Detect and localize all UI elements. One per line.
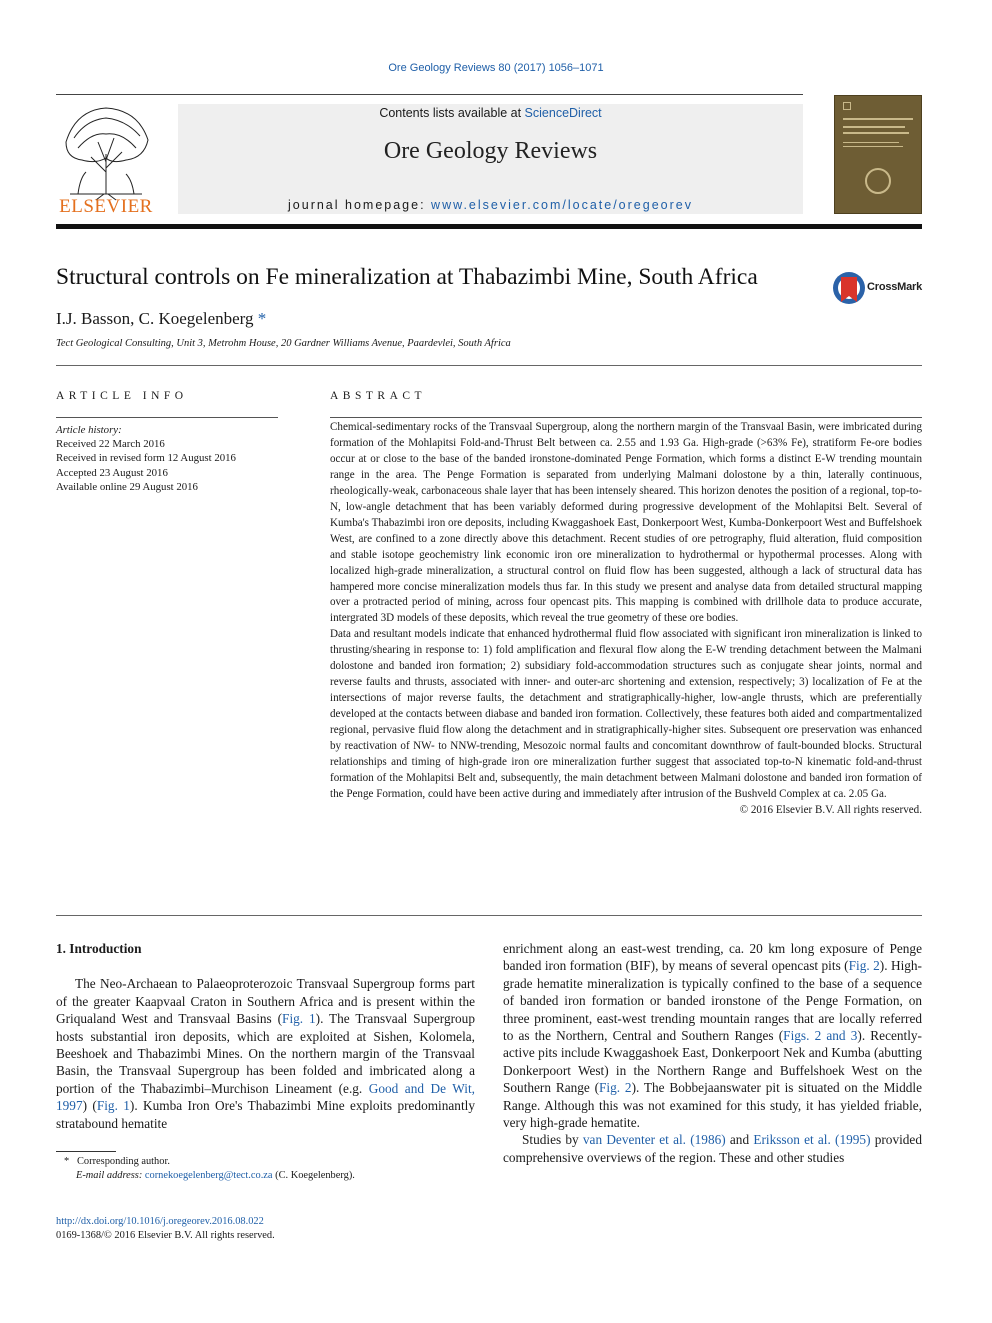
history-title: Article history:: [56, 424, 122, 436]
figs-2-3-link[interactable]: Figs. 2 and 3: [783, 1028, 858, 1044]
cover-title-line: [843, 146, 903, 147]
elsevier-wordmark: ELSEVIER: [59, 196, 153, 217]
abstract-heading: ABSTRACT: [330, 390, 427, 402]
doi-block: [56, 1215, 275, 1243]
article-title: Structural controls on Fe mineralization at Thabazimbi Mine, South Africa: [56, 264, 758, 290]
footnote-rule: [56, 1151, 116, 1152]
fig-2-link[interactable]: Fig. 2: [848, 958, 880, 974]
homepage-line: journal homepage: www.elsevier.com/locate/oregeorev: [288, 198, 693, 212]
corresponding-author-mark[interactable]: *: [257, 309, 267, 328]
good-de-wit-citation-link[interactable]: Good and De Wit, 1997: [56, 1080, 475, 1114]
date-received: Received 22 March 2016: [56, 438, 165, 451]
article-info-rule: [56, 417, 278, 418]
cover-title-line: [843, 118, 913, 120]
body-column-right: [503, 940, 922, 1166]
intro-paragraph-1: The Neo-Archaean to Palaeoproterozoic Transvaal Supergroup forms part of the greater Kaapvaal Craton in Southern Africa and is present within the Griqualand West and Transvaal Basins (Fig. 1). The Transvaal Supergroup hosts substantial iron deposits, which are exploited at Sishen, Kolomela, Beeshoek and Thabazimbi Mines. On the northern margin of the Transvaal Basin, the Transvaal Supergroup has been folded and imbricated along a portion of the Thabazimbi–Murchison Lineament (e.g. Good and De Wit, 1997) (Fig. 1). Kumba Iron Ore's Thabazimbi Mine exploits predominantly stratabound hematite: [56, 976, 475, 1131]
sciencedirect-link[interactable]: ScienceDirect: [524, 106, 602, 120]
article-info-heading: ARTICLE INFO: [56, 390, 188, 402]
intro-paragraph-1-continued: enrichment along an east-west trending, ca. 20 km long exposure of Penge banded iron formation (BIF), by means of several opencast pits (Fig. 2). High-grade hematite mineralization is typically confined to the base of a sequence of banded iron formation or banded ironstone of the Penge Formation, on three prominent, east-west trending mountain ranges that are locally referred to as the Northern, Central and Southern Ranges (Figs. 2 and 3). Recently-active pits include Kwaggashoek East, Donkerpoort Nek and Kumba (abutting Donkerpoort West) in the Northern Range and Buffelshoek West on the Southern Range (Fig. 2). The Bobbejaanswater pit is situated on the Middle Range. Although this was not examined for this study, it has yielded friable, very high-grade hematite.: [503, 941, 922, 1131]
footnote-corresponding: * Corresponding author.: [64, 1156, 170, 1167]
intro-paragraph-2: Studies by van Deventer et al. (1986) and Eriksson et al. (1995) provided comprehensive overviews of the region. These and other studies: [503, 1132, 922, 1165]
date-online: Available online 29 August 2016: [56, 480, 198, 493]
issn-copyright: 0169-1368/© 2016 Elsevier B.V. All rights reserved.: [56, 1230, 275, 1241]
van-deventer-citation-link[interactable]: van Deventer et al. (1986): [582, 1132, 726, 1148]
masthead-rule: [56, 94, 803, 95]
section-divider: [56, 365, 922, 366]
eriksson-citation-link[interactable]: Eriksson et al. (1995): [753, 1132, 871, 1148]
footnote: [56, 1155, 476, 1183]
email-link[interactable]: cornekoegelenberg@tect.co.za: [144, 1170, 273, 1181]
cover-seal-icon: [865, 168, 891, 194]
abstract-copyright: © 2016 Elsevier B.V. All rights reserved.: [739, 803, 922, 816]
journal-citation[interactable]: Ore Geology Reviews 80 (2017) 1056–1071: [388, 62, 604, 74]
article-history: [56, 423, 286, 494]
abstract-paragraph-2: Data and resultant models indicate that enhanced hydrothermal fluid flow associated with significant iron mineralization is linked to thrusting/shearing in response to: 1) fold amplification and flexural flow along the E-W trending detachment between the Malmani dolostone and banded iron formation; 2) subsidiary fold-accommodation structures such as conjugate shear joints, normal and reverse faults and thrusts, associated with inner- and outer-arc shortening and extension, respectively; 3) localization of Fe at the intersections of major reverse faults, the detachment and stratigraphically-higher, low-angle thrusts, which are preferentially developed at the contacts between diabase and banded iron formation. Collectively, these features both aided and compartmentalized regional, pervasive fluid flow along the detachment and in stratigraphically-higher sites. Subsequent ore preservation was enhanced by reactivation of NW- to NNW-trending, Mesozoic normal faults and concomitant downthrow of fault-bounded blocks. Structural relationships and timing of high-grade iron ore mineralization further suggest that associated top-to-N kinematic fold-and-thrust formation of the Mohlapitsi Belt and, subsequently, the main detachment between Malmani dolostone and banded iron formation of the Penge Formation, could have been active during and immediately after intrusion of the Bushveld Complex at ca. 2.05 Ga.: [330, 628, 922, 800]
affiliation: Tect Geological Consulting, Unit 3, Metrohm House, 20 Gardner Williams Avenue, Paardevlei, South Africa: [56, 338, 511, 349]
author-list: I.J. Basson, C. Koegelenberg *: [56, 309, 267, 328]
cover-logo-mark: [843, 102, 851, 110]
journal-cover-thumbnail[interactable]: [834, 95, 922, 214]
crossmark-label[interactable]: CrossMark: [867, 281, 923, 293]
date-revised: Received in revised form 12 August 2016: [56, 452, 236, 465]
header-divider: [56, 224, 922, 229]
cover-title-line: [843, 132, 909, 134]
fig-1-link[interactable]: Fig. 1: [282, 1011, 316, 1027]
abstract-paragraph-1: Chemical-sedimentary rocks of the Transvaal Supergroup, along the northern margin of the Transvaal Basin, were imbricated during formation of the Mohlapitsi Fold-and-Thrust Belt between ca. 2.55 and 1.93 Ga. High-grade (>63% Fe), stratiform Fe-ore bodies occur at or close to the base of the banded ironstone-dominated Penge Formation, which forms a distinct E-W trending mountain range in the area. The Penge Formation is separated from underlying Malmani dolostone by a thin, laterally continuous, rheologically-weak, carbonaceous shale layer that has been intensely sheared. This horizon denotes the position of a regional, top-to-N, low-angle detachment that has been variably deformed during progressive development of the Mohlapitsi Belt. Several of Kumba's Thabazimbi iron ore deposits, including Kwaggashoek East, Donkerpoort West, Kumba-Donkerpoort West and Buffelshoek West, are confined to a zone directly above this detachment. Recent studies of ore petrography, fluid alteration, fluid composition and stable isotope geochemistry link economic iron ore mineralization to hydrothermal or hypothermal processes. Along with localized high-grade mineralization, a structural control on fluid flow has been suggested, although a lack of structural data has hampered more concise mineralization models thus far. In this study we present and analyse data from detailed structural mapping over a protracted period of mining, across four opencast pits. This mapping is combined with drillhole data to produce accurate, intergrated 3D models of these deposits, which reveal the true geometry of these ore bodies.: [330, 421, 922, 625]
fig-2-link[interactable]: Fig. 2: [599, 1080, 632, 1096]
cover-title-line: [843, 126, 905, 128]
contents-line: Contents lists available at ScienceDirect: [379, 106, 602, 120]
body-column-left: [56, 940, 475, 1132]
fig-1-link[interactable]: Fig. 1: [96, 1098, 130, 1114]
body-divider: [56, 915, 922, 916]
date-accepted: Accepted 23 August 2016: [56, 466, 168, 479]
doi-link[interactable]: http://dx.doi.org/10.1016/j.oregeorev.2016.08.022: [56, 1216, 264, 1227]
footnote-email: E-mail address: cornekoegelenberg@tect.co.za (C. Koegelenberg).: [76, 1170, 355, 1181]
abstract-body: [330, 420, 922, 819]
cover-title-line: [843, 142, 899, 143]
introduction-heading: 1. Introduction: [56, 941, 142, 956]
journal-name: Ore Geology Reviews: [383, 138, 598, 164]
homepage-link[interactable]: www.elsevier.com/locate/oregeorev: [431, 198, 693, 212]
abstract-rule: [330, 417, 922, 418]
